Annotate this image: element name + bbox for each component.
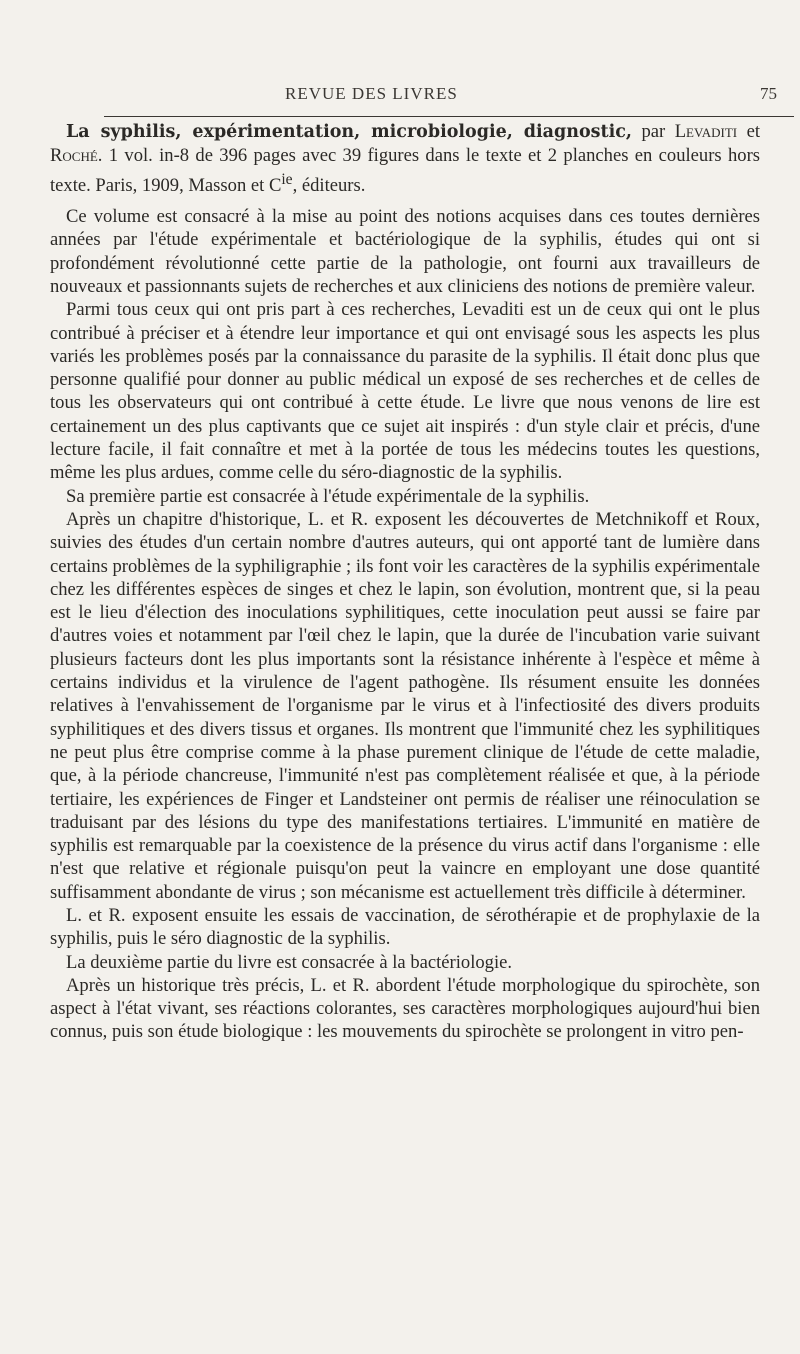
paragraph-5: L. et R. exposent ensuite les essais de vaccination, de sérothérapie et de prophylaxie de la syphilis, puis le séro diagnostic de la syphilis. [50, 904, 760, 950]
page-body [50, 120, 760, 1044]
paragraph-1: Ce volume est consacré à la mise au point des notions acquises dans ces toutes dernières années par l'étude expérimentale et bactériologique de la syphilis, études qui ont si profondément révolutionné cette partie de la pathologie, ont fourni aux travailleurs de nouveaux et passionnants sujets de recherches et aux cliniciens des notions de première valeur. [50, 206, 760, 297]
page-number: 75 [760, 84, 777, 103]
paragraph-2: Parmi tous ceux qui ont pris part à ces recherches, Levaditi est un de ceux qui ont le plus contribué à préciser et à étendre leur importance et qui ont envisagé sous les aspects les plus variés les problèmes posés par la connaissance du parasite de la syphilis. Il était donc plus que personne qualifié pour donner au public médical un exposé de ses recherches et de celles de tous les observateurs qui ont contribué à cette étude. Le livre que nous venons de lire est certainement un des plus captivants que ce sujet ait inspirés : d'un style clair et précis, d'une lecture facile, il fait connaître et met à la portée de tous les médecins toutes les questions, même les plus ardues, comme celle du séro-diagnostic de la syphilis. [50, 299, 760, 484]
entry-by: par [631, 121, 675, 142]
book-entry [50, 120, 760, 197]
paragraph-4: Après un chapitre d'historique, L. et R. exposent les découvertes de Metchnikoff et Roux, suivies des études d'un certain nombre d'autres auteurs, qui ont apporté tant de lumière dans certains problèmes de la syphiligraphie ; ils font voir les caractères de la syphilis expérimentale chez les différentes espèces de singes et chez le lapin, son évolution, montrent que, si la peau est le lieu d'élection des inoculations syphilitiques, cette inoculation peut aussi se faire par d'autres voies et notamment par l'œil chez le lapin, que la durée de l'incubation varie suivant plusieurs facteurs dont les plus importants sont la résistance inhérente à l'espèce et même à certains individus et la virulence de l'agent pathogène. Ils résument ensuite les données relatives à l'envahissement de l'organisme par le virus et à l'infectiosité des divers produits syphilitiques et des divers tissus et organes. Ils montrent que l'immunité chez les syphilitiques ne peut plus être comprise comme à la phase purement clinique de l'étude de cette maladie, que, à la période chancreuse, l'immunité n'est pas complètement réalisée et que, à la période tertiaire, les expériences de Finger et Landsteiner ont permis de réaliser une réinoculation se traduisant par des lésions du type des manifestations tertiaires. L'immunité en matière de syphilis est remarquable par la coexistence de la présence du virus actif dans l'organisme : elle n'est que relative et régionale puisqu'on peut la vaincre en employant une dose quantité suffisamment abondante de virus ; son mécanisme est actuellement très difficile à déterminer. [50, 508, 760, 903]
running-title: REVUE DES LIVRES [285, 84, 458, 103]
author-roche: Roché [50, 145, 98, 167]
page-header [0, 84, 800, 114]
entry-and: et [737, 121, 761, 142]
author-levaditi: Levaditi [674, 121, 738, 142]
entry-details-sup: ie [281, 170, 293, 188]
paragraph-6: La deuxième partie du livre est consacrée à la bactériologie. [66, 951, 513, 973]
header-rule [104, 116, 794, 117]
paragraph-3: Sa première partie est consacrée à l'étude expérimentale de la syphilis. [66, 485, 590, 507]
entry-gap [50, 197, 760, 205]
entry-details: . 1 vol. in-8 de 396 pages avec 39 figures dans le texte et 2 planches en couleurs hors texte. Paris, 1909, Masson et C [50, 145, 760, 196]
entry-details-end: , éditeurs. [292, 174, 366, 196]
book-title: La syphilis, expérimentation, microbiologie, diagnostic, [66, 122, 632, 142]
paragraph-7: Après un historique très précis, L. et R. abordent l'étude morphologique du spirochète, son aspect à l'état vivant, ses réactions colorantes, ses caractères morphologiques aujourd'hui bien connus, puis son étude biologique : les mouvements du spirochète se prolongent in vitro pen- [50, 974, 760, 1043]
